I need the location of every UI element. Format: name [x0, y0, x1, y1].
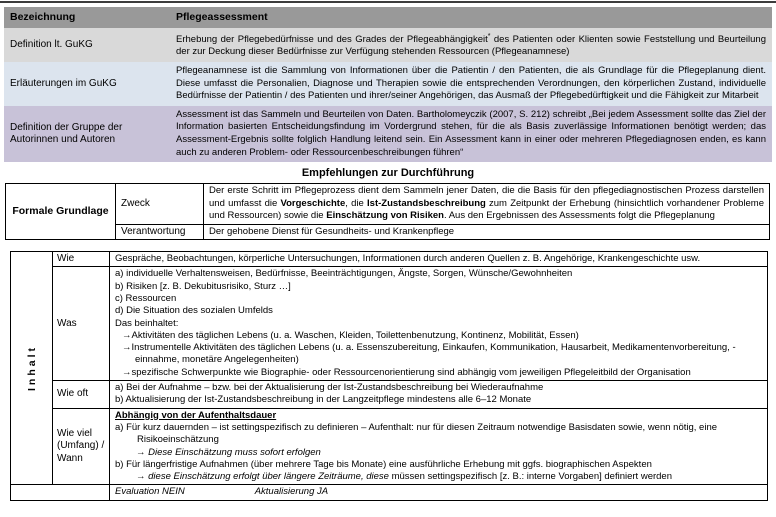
row-content — [110, 381, 768, 409]
definition-text-continued: des Patienten oder Klienten sowie Feststellung und Beurteilung der zur Deckung dieser Bedürfnisse zur Verfügung stehenden Ressourcen (Pflegeanamnese) — [176, 33, 766, 58]
content-line: →Aktivitäten des täglichen Lebens (u. a. Waschen, Kleiden, Toilettenbenutzung, Kontinenz, Mobilität, Essen) — [122, 329, 579, 341]
formale-grundlage-table — [5, 183, 770, 240]
footnote-mark: * — [487, 32, 491, 40]
content-note — [115, 471, 762, 483]
content-line: a) Für kurz dauernden – ist settingspezifisch zu definieren – Aufenthalt: nur für diesen Zeitraum notwendige Basisdaten sowie, wenn nötig, eine Risikoeinschätzung — [115, 421, 718, 446]
row-label: Zweck — [116, 184, 204, 225]
content-line: Das beinhaltet: — [115, 317, 179, 329]
header-term-cell: Bezeichnung — [10, 11, 76, 24]
side-header-cell — [11, 252, 53, 485]
row-label: Verantwortung — [116, 224, 204, 240]
content-line: →spezifische Schwerpunkte wie Biographie- oder Ressourcenorientierung sind abhängig vom jeweiligen Pflegeleitbild der Organisation — [122, 366, 691, 378]
content-line: b) Risiken [z. B. Dekubitusrisiko, Sturz …] — [115, 280, 291, 292]
section-title: Empfehlungen zur Durchführung — [301, 167, 475, 180]
row-label: Wie — [53, 252, 110, 267]
content-line: b) Aktualisierung der Ist-Zustandsbeschreibung in der Langzeitpflege mindestens alle 6–12 Monate — [115, 394, 532, 406]
table-footer-row — [11, 485, 768, 500]
table-row — [11, 408, 768, 485]
document-page — [0, 1, 776, 517]
note-italic-text: diese Einschätzung erfolgt über längere Zeiträume, diese — [148, 471, 389, 483]
vertical-label: Inhalt — [25, 345, 38, 392]
row-content — [204, 184, 770, 225]
row-content — [110, 252, 768, 267]
row-content: Der gehobene Dienst für Gesundheits- und Krankenpflege — [204, 224, 770, 240]
content-line: Gespräche, Beobachtungen, körperliche Untersuchungen, Informationen durch anderen Quellen z. B. Angehörige, Krankengeschichte usw. — [115, 253, 701, 265]
row-label: Wie oft — [53, 381, 110, 409]
content-note: → Diese Einschätzung muss sofort erfolgen — [136, 446, 321, 458]
row-label: Definition der Gruppe der Autorinnen und Autoren — [10, 121, 123, 145]
aktualisierung-status: Aktualisierung JA — [254, 486, 329, 498]
table-row — [6, 224, 770, 240]
row-content: Pflegeanamnese ist die Sammlung von Informationen über die Patientin / den Patienten, die als Grundlage für die Pflegeplanung dient. Diese umfasst die Personalien, Diagnose und Therapien sowie die entsprechenden Verordnungen, den körperlichen Zustand, individuelle Bedürfnisse der Patientin / des Patienten und ihrer/seiner Angehörigen, das Ausmaß der Pflegebedürftigkeit und die Fähigkeit zur Mitarbeit — [176, 64, 766, 102]
arrow-glyph: → — [136, 471, 149, 483]
row-label: Wie viel (Umfang) / Wann — [53, 408, 110, 485]
footer-empty-cell — [11, 485, 110, 500]
table-row — [4, 28, 772, 62]
definition-text: Erhebung der Pflegebedürfnisse und des Grades der Pflegeabhängigkeit — [176, 33, 488, 45]
note-regular-text: müssen settingspezifisch [z. B.: interne Vorgaben] definiert werden — [388, 471, 672, 483]
assessment-definition-table — [4, 7, 772, 162]
content-line: →Instrumentelle Aktivitäten des täglichen Lebens (u. a. Essenszubereitung, Einkaufen, Kommunikation, Hausarbeit, Medikamentenvorbereitung, -einnahme, monetäre Angelegenheiten) — [122, 342, 736, 366]
row-content — [110, 408, 768, 485]
row-content — [173, 28, 772, 62]
content-heading: Abhängig von der Aufenthaltsdauer — [115, 409, 277, 421]
row-content: Assessment ist das Sammeln und Beurteilen von Daten. Bartholomeyczik (2007, S. 212) schreibt „Bei jedem Assessment sollte das Ziel der Information basierten Entscheidungsfindung im Vordergrund stehen, für die als Basis zuverlässige Informationen benötigt werden; das Assessment-Ergebnis sollte folglich Handlung leitend sein. Ein Assessment kann in einer oder mehreren Pflegediagnosen enden, es kann auch zu anderen Problem- oder Ressourcenbeschreibungen führen“ — [176, 108, 766, 158]
zweck-text: Der erste Schritt im Pflegeprozess dient dem Sammeln jener Daten, die die Basis für den pflegediagnostischen Prozess darstellen und umfasst die — [209, 185, 764, 209]
table-row — [4, 62, 772, 106]
zweck-text-bold: Ist-Zustandsbeschreibung — [367, 197, 486, 209]
table-row — [6, 184, 770, 225]
table-row — [11, 267, 768, 381]
zweck-text: . Aus den Ergebnissen des Assessments folgt die Pflegeplanung — [443, 210, 715, 222]
content-line: c) Ressourcen — [115, 292, 177, 304]
evaluation-status: Evaluation NEIN — [115, 486, 185, 498]
footer-content — [110, 485, 768, 500]
row-label: Was — [53, 267, 110, 381]
content-line: a) individuelle Verhaltensweisen, Bedürfnisse, Beeinträchtigungen, Ängste, Sorgen, Wünsche/Gewohnheiten — [115, 268, 573, 280]
table-header-row — [4, 7, 772, 28]
zweck-text-bold: Einschätzung von Risiken — [326, 210, 444, 222]
table-row — [11, 381, 768, 409]
zweck-text: zum Zeitpunkt der Erhebung (hinsichtlich vorhandener Probleme und Ressourcen) sowie die — [209, 197, 764, 222]
row-label: Definition lt. GuKG — [10, 38, 93, 50]
row-label: Erläuterungen im GuKG — [10, 77, 117, 89]
row-group-header: Formale Grundlage — [6, 184, 116, 240]
row-content — [110, 267, 768, 381]
inhalt-table — [10, 251, 768, 501]
content-line: a) Bei der Aufnahme – bzw. bei der Aktualisierung der Ist-Zustandsbeschreibung bei Wiederaufnahme — [115, 382, 544, 394]
content-line: d) Die Situation des sozialen Umfelds — [115, 305, 273, 317]
zweck-text: , die — [345, 197, 368, 209]
header-value-cell: Pflegeassessment — [176, 11, 268, 23]
table-row — [11, 252, 768, 267]
table-row — [4, 106, 772, 162]
zweck-text-bold: Vorgeschichte — [280, 197, 346, 209]
top-rule — [0, 1, 776, 3]
content-line: b) Für längerfristige Aufnahmen (über mehrere Tage bis Monate) eine ausführliche Erhebung mit ggfs. biographischen Aspekten — [115, 458, 652, 470]
